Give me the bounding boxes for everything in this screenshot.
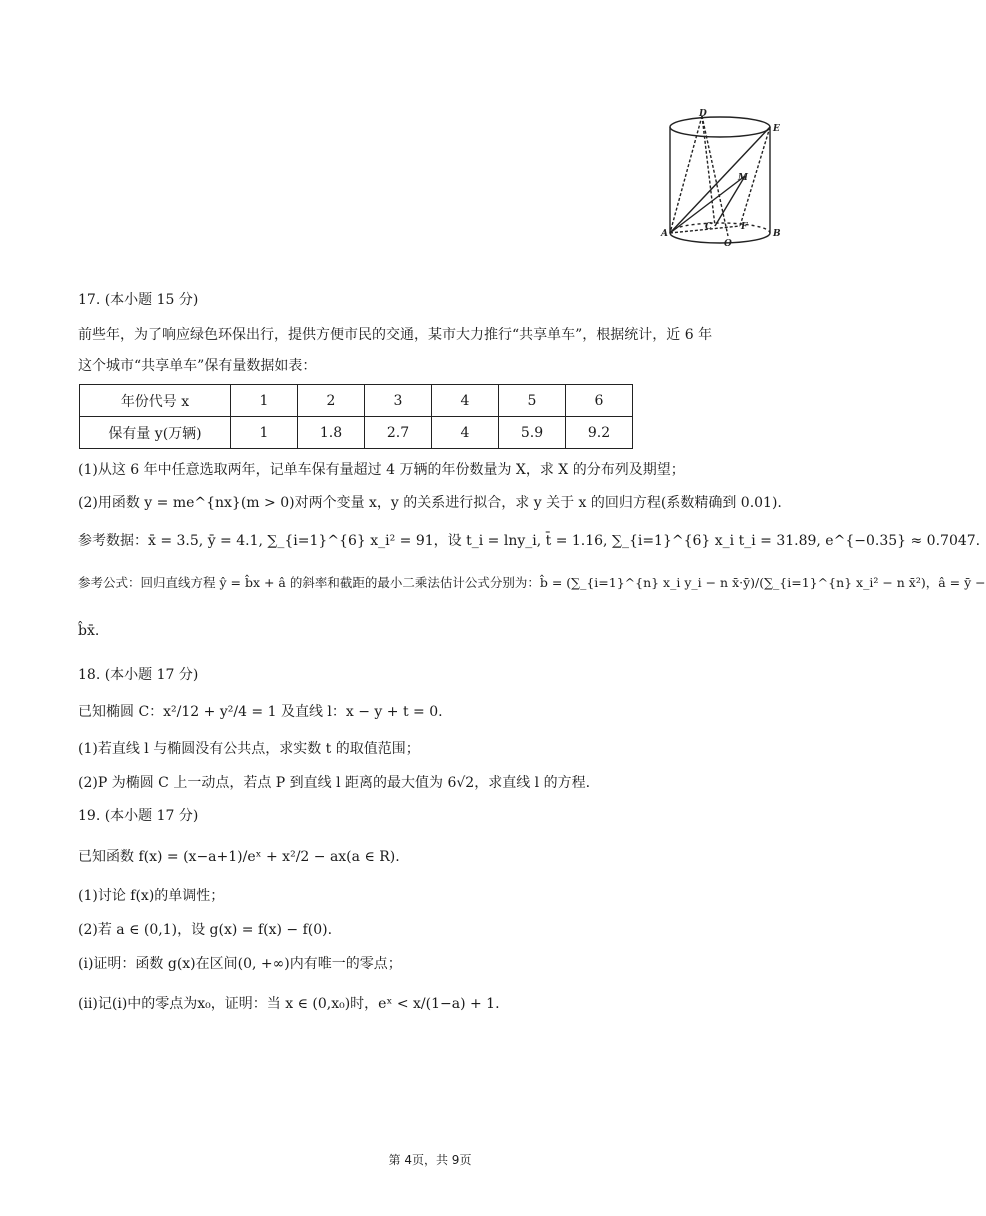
q17-intro-1: 前些年，为了响应绿色环保出行，提供方便市民的交通，某市大力推行“共享单车”，根据统计，近 6 年 <box>78 327 713 343</box>
table-cell: 5 <box>499 385 566 417</box>
q17-part-2: (2)用函数 y = me^{nx}(m > 0)对两个变量 x，y 的关系进行拟合，求 y 关于 x 的回归方程(系数精确到 0.01). <box>78 495 782 511</box>
q17-intro-2: 这个城市“共享单车”保有量数据如表： <box>78 358 317 374</box>
q18-part-2: (2)P 为椭圆 C 上一动点，若点 P 到直线 l 距离的最大值为 6√2，求直线 l 的方程. <box>78 775 591 791</box>
label-A: A <box>661 229 668 239</box>
q18-intro: 已知椭圆 C：x²/12 + y²/4 = 1 及直线 l：x − y + t = 0. <box>78 704 443 720</box>
table-cell: 年份代号 x <box>80 385 231 417</box>
label-M: M <box>738 173 748 183</box>
table-cell: 1 <box>231 385 298 417</box>
label-O: O <box>724 239 732 249</box>
q17-header: 17. (本小题 15 分) <box>78 292 199 308</box>
label-E: E <box>773 124 780 134</box>
cylinder-figure <box>660 108 790 248</box>
q17-reference-formula-cont: b̂x̄. <box>78 623 100 639</box>
table-cell: 6 <box>566 385 633 417</box>
q19-sub-2: (ⅱ)记(ⅰ)中的零点为x₀，证明：当 x ∈ (0,x₀)时，eˣ < x/(1−a) + 1. <box>78 996 500 1012</box>
table-cell: 保有量 y(万辆) <box>80 417 231 449</box>
label-B: B <box>773 229 781 239</box>
top-ellipse <box>670 117 770 137</box>
q18-part-1: (1)若直线 l 与椭圆没有公共点，求实数 t 的取值范围； <box>78 741 420 757</box>
table-cell: 9.2 <box>566 417 633 449</box>
q17-reference-data: 参考数据：x̄ = 3.5, ȳ = 4.1, ∑_{i=1}^{6} x_i² = 91，设 t_i = lny_i, t̄ = 1.16, ∑_{i=1}^{6} x_i t_i = 31.89, e^{−0.35} ≈ 0.7047. <box>78 533 981 549</box>
table-cell: 2 <box>298 385 365 417</box>
label-C: C <box>705 222 713 232</box>
q19-sub-1: (ⅰ)证明：函数 g(x)在区间(0, +∞)内有唯一的零点； <box>78 956 402 972</box>
q19-intro: 已知函数 f(x) = (x−a+1)/eˣ + x²/2 − ax(a ∈ R). <box>78 849 400 865</box>
table-cell: 1 <box>231 417 298 449</box>
q17-reference-formula: 参考公式：回归直线方程 ŷ = b̂x + â 的斜率和截距的最小二乘法估计公式分别为：b̂ = (∑_{i=1}^{n} x_i y_i − n x̄·ȳ)/(∑_{i=1}^{n} x_i² − n x̄²)，â = ȳ − <box>78 575 986 590</box>
label-F: F <box>741 222 748 232</box>
table-cell: 3 <box>365 385 432 417</box>
table-row <box>80 385 633 417</box>
table-cell: 4 <box>432 385 499 417</box>
table-row <box>80 417 633 449</box>
label-D: D <box>699 109 707 119</box>
table-cell: 5.9 <box>499 417 566 449</box>
q19-header: 19. (本小题 17 分) <box>78 808 199 824</box>
table-cell: 1.8 <box>298 417 365 449</box>
q19-part-2: (2)若 a ∈ (0,1)，设 g(x) = f(x) − f(0). <box>78 922 333 938</box>
table-cell: 2.7 <box>365 417 432 449</box>
q17-part-1: (1)从这 6 年中任意选取两年，记单车保有量超过 4 万辆的年份数量为 X，求 X 的分布列及期望； <box>78 462 685 478</box>
q19-part-1: (1)讨论 f(x)的单调性； <box>78 888 225 904</box>
page-footer: 第 4页，共 9页 <box>388 1153 472 1167</box>
q18-header: 18. (本小题 17 分) <box>78 667 199 683</box>
table-cell: 4 <box>432 417 499 449</box>
data-table <box>79 384 633 449</box>
